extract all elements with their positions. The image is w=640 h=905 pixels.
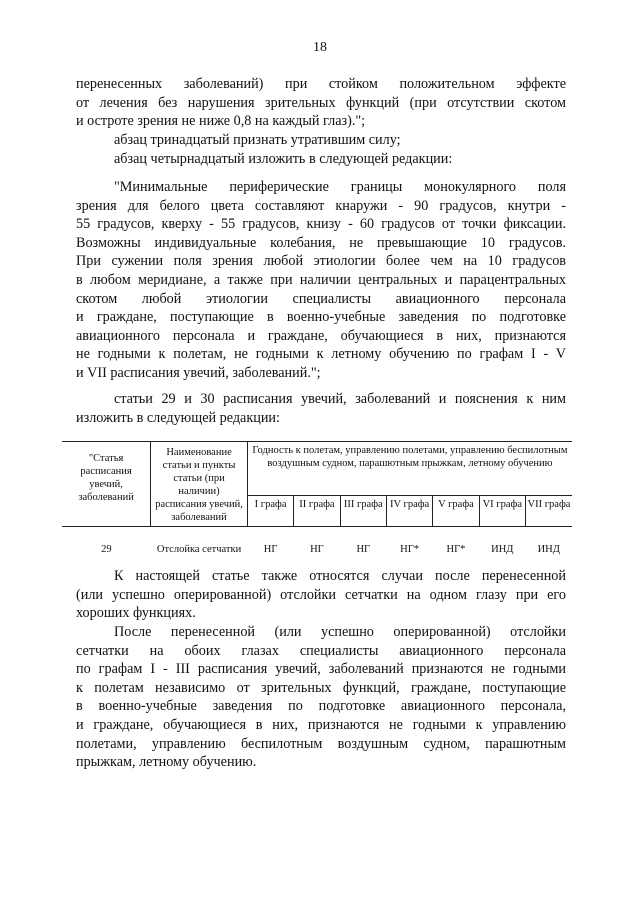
- text-line: по графам I - III расписания увечий, заболеваний признаются не годными: [76, 661, 566, 678]
- text-line: изложить в следующей редакции:: [76, 409, 280, 426]
- paragraph-articles-intro: [76, 390, 566, 427]
- row-grade-5: НГ*: [446, 544, 466, 555]
- row-grade-1: НГ: [263, 544, 278, 555]
- table-row: [62, 527, 572, 557]
- text-line: статьи 29 и 30 расписания увечий, заболеваний и пояснения к ним: [114, 391, 566, 407]
- row-grade-3: НГ: [356, 544, 371, 555]
- text-line: и остроте зрения не ниже 0,8 на каждый глаз).";: [76, 113, 366, 130]
- text-line: и граждане, поступающие в военно-учебные заведения по подготовке: [76, 309, 566, 326]
- text-line: 55 градусов, кверху - 55 градусов, книзу - 60 градусов от точки фиксации.: [76, 216, 566, 233]
- text-line: авиационного персонала и граждане, обучающиеся в них, признаются: [76, 327, 566, 344]
- text-line: хороших функциях.: [76, 605, 196, 622]
- paragraph-quoted-text: [76, 178, 566, 383]
- grade-header-5: V графа: [433, 496, 479, 527]
- page-number: 18: [313, 40, 327, 55]
- text-line: в любом меридиане, а также при наличии центральных и парацентральных: [76, 271, 566, 288]
- text-line: не годными к полетам, не годными к летному обучению по графам I - V: [76, 346, 566, 363]
- text-line: (или успешно оперированной) отслойки сетчатки на одном глазу при его: [76, 586, 566, 603]
- paragraph-continuation: [76, 75, 566, 131]
- header-fitness: Годность к полетам, управлению полетами, управлению беспилотным воздушным судном, парашютным прыжкам, летному обучению: [247, 442, 572, 496]
- text-line: от лечения без нарушения зрительных функций (при отсутствии скотом: [76, 94, 566, 111]
- grade-header-3: III графа: [340, 496, 386, 527]
- text-line: и граждане, обучающиеся в них, признаются не годными к управлению: [76, 716, 566, 733]
- text-line: перенесенных заболеваний) при стойком положительном эффекте: [76, 76, 566, 92]
- row-grade-2: НГ: [310, 544, 324, 555]
- grade-header-1: I графа: [247, 496, 293, 527]
- grade-header-6: VI графа: [479, 496, 525, 527]
- row-grade-7: ИНД: [537, 544, 560, 555]
- text-line: абзац тринадцатый признать утратившим силу;: [114, 132, 401, 148]
- paragraph-item-14: [76, 150, 566, 169]
- grade-header-7: VII графа: [525, 496, 572, 527]
- text-line: При сужении поля зрения любой этиологии более чем на 10 градусов: [76, 253, 566, 270]
- text-line: "Минимальные периферические границы монокулярного поля: [114, 179, 566, 195]
- text-line: полетами, управлению беспилотным воздушным судном, парашютным: [76, 735, 566, 752]
- text-line: прыжкам, летному обучению.: [76, 754, 257, 771]
- text-line: и VII расписания увечий, заболеваний.";: [76, 364, 321, 381]
- row-article: 29: [101, 544, 112, 555]
- header-name: Наименование статьи и пункты статьи (при наличии) расписания увечий, заболеваний: [151, 442, 248, 527]
- text-line: в военно-учебные заведения по подготовке авиационного персонала,: [76, 698, 566, 715]
- row-name: Отслойка сетчатки: [156, 544, 242, 555]
- text-line: зрения для белого цвета составляют кнаружи - 90 градусов, кнутри -: [76, 197, 566, 214]
- grade-header-4: IV графа: [386, 496, 432, 527]
- text-line: к полетам независимо от зрительных функций, граждане, поступающие: [76, 679, 566, 696]
- schedule-table: [62, 441, 572, 556]
- paragraph-note-one-eye: [76, 567, 566, 623]
- paragraph-note-both-eyes: [76, 623, 566, 772]
- text-line: скотом любой этиологии специалисты авиационного персонала: [76, 290, 566, 307]
- text-line: После перенесенной (или успешно оперированной) отслойки: [114, 624, 566, 640]
- header-article: "Статья расписания увечий, заболеваний: [62, 442, 151, 527]
- paragraph-item-13: [76, 131, 566, 150]
- text-line: К настоящей статье также относятся случаи после перенесенной: [114, 568, 566, 584]
- text-line: Возможны индивидуальные колебания, не превышающие 10 градусов.: [76, 234, 566, 251]
- row-grade-6: ИНД: [491, 544, 514, 555]
- text-line: сетчатки на обоих глазах специалисты авиационного персонала: [76, 642, 566, 659]
- row-grade-4: НГ*: [400, 544, 420, 555]
- text-line: абзац четырнадцатый изложить в следующей редакции:: [114, 151, 453, 167]
- grade-header-2: II графа: [294, 496, 340, 527]
